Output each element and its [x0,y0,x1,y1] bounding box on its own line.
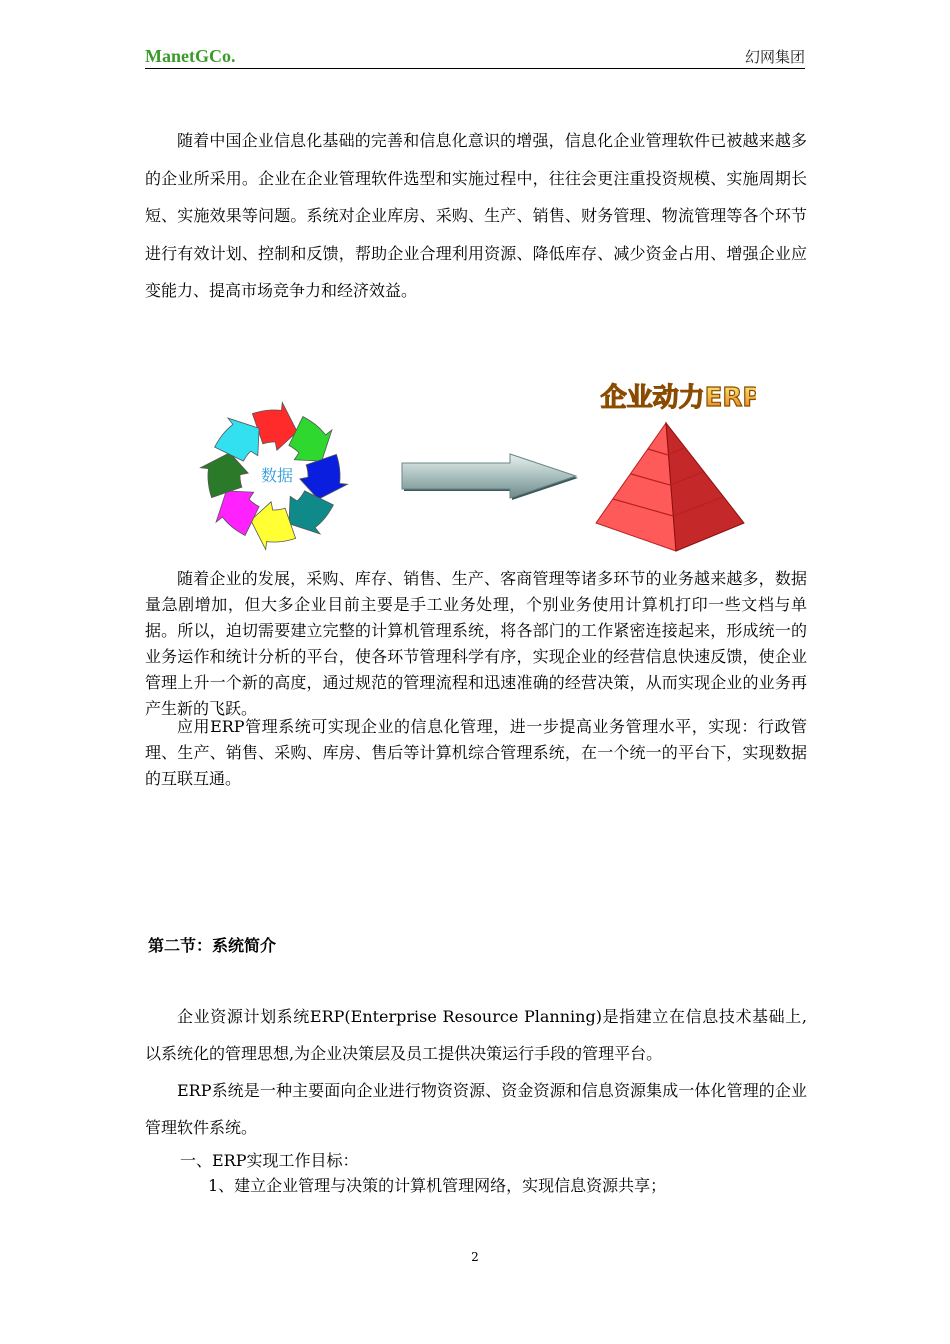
erp-system-paragraph: ERP系统是一种主要面向企业进行物资资源、资金资源和信息资源集成一体化管理的企业管理软件系统。 [145,1081,807,1137]
erp-diagram [196,368,756,558]
erp-diagram-graphic [196,368,756,558]
cycle-arrow-segment [215,418,260,461]
pyramid-title: 企业动力ERP [600,383,756,413]
cycle-arrow-segment [216,491,259,536]
goals-heading: 一、ERP实现工作目标： [180,1151,359,1170]
intro-paragraph: 随着中国企业信息化基础的完善和信息化意识的增强，信息化企业管理软件已被越来越多的企业所采用。企业在企业管理软件选型和实施过程中，往往会更注重投资规模、实施周期长短、实施效果等问题。系统对企业库房、采购、生产、销售、财务管理、物流管理等各个环节进行有效计划、控制和反馈，帮助企业合理利用资源、降低库存、减少资金占用、增强企业应变能力、提高市场竞争力和经济效益。 [145,131,807,300]
header-company-cn: 幻网集团 [744,48,805,66]
right-arrow-icon [402,454,578,500]
data-cycle-icon [201,403,348,550]
cycle-arrow-segment [289,417,332,462]
page-number: 2 [471,1250,479,1264]
erp-definition-paragraph: 企业资源计划系统ERP(Enterprise Resource Planning)是指建立在信息技术基础上,以系统化的管理思想,为企业决策层及员工提供决策运行手段的管理平台。 [145,1007,807,1063]
development-paragraph: 随着企业的发展，采购、库存、销售、生产、客商管理等诸多环节的业务越来越多，数据量急剧增加，但大多企业目前主要是手工业务处理，个别业务使用计算机打印一些文档与单据。所以，迫切需要建立完整的计算机管理系统，将各部门的工作紧密连接起来，形成统一的业务运作和统计分析的平台，使各环节管理科学有序，实现企业的经营信息快速反馈，使企业管理上升一个新的高度，通过规范的管理流程和迅速准确的经营决策，从而实现企业的业务再产生新的飞跃。 [145,569,807,718]
header-divider [145,68,805,69]
section-title: 第二节：系统简介 [148,936,277,955]
cycle-arrow-segment [289,491,334,534]
header-company-en: ManetGCo. [145,46,236,66]
pyramid-icon [596,423,744,551]
erp-application-paragraph: 应用ERP管理系统可实现企业的信息化管理，进一步提高业务管理水平，实现：行政管理、生产、销售、采购、库房、售后等计算机综合管理系统，在一个统一的平台下，实现数据的互联互通。 [145,717,807,788]
cycle-center-label: 数据 [260,466,294,485]
goal-item-1: 1、建立企业管理与决策的计算机管理网络，实现信息资源共享； [208,1176,667,1195]
